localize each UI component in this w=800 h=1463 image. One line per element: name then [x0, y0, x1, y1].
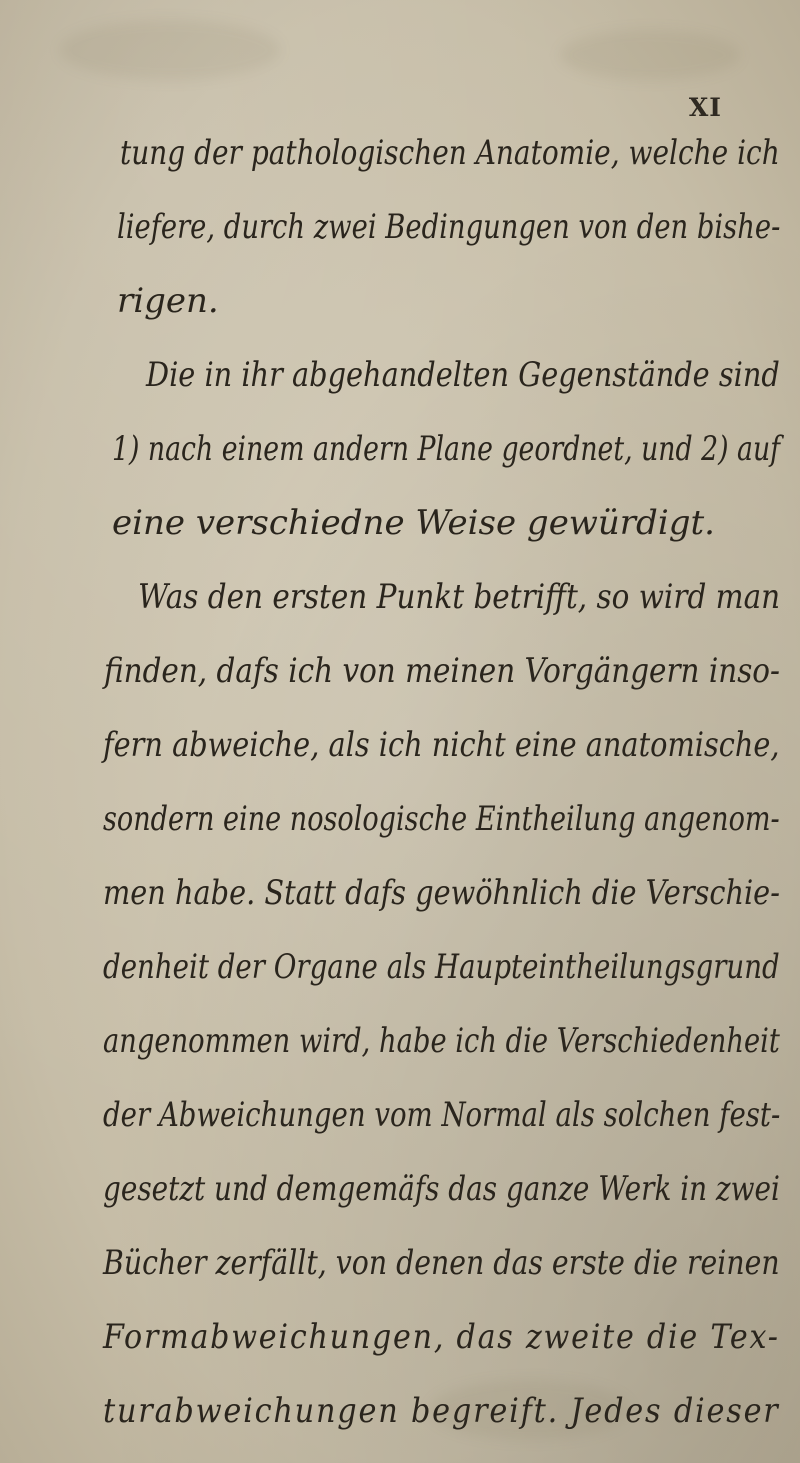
text-line: tung der pathologischen Anatomie, welche ich: [120, 133, 780, 173]
paper-stain: [60, 20, 280, 80]
text-line: denheit der Organe als Haupteintheilungsgrund: [103, 947, 780, 987]
text-line: Die in ihr abgehandelten Gegenstände sind: [146, 355, 780, 395]
text-line: Was den ersten Punkt betrifft, so wird man: [138, 577, 781, 617]
page-number: XI: [688, 93, 722, 122]
text-line: turabweichungen begreift. Jedes dieser: [103, 1391, 780, 1431]
text-line: eine verschiedne Weise gewürdigt.: [112, 503, 715, 543]
text-line: men habe. Statt dafs gewöhnlich die Verschie-: [103, 873, 780, 913]
text-line: rigen.: [117, 281, 219, 321]
text-line: der Abweichungen vom Normal als solchen fest-: [103, 1095, 781, 1135]
text-line: finden, dafs ich von meinen Vorgängern inso-: [104, 651, 780, 691]
text-line: sondern eine nosologische Eintheilung angenom-: [103, 799, 780, 839]
text-line: Formabweichungen, das zweite die Tex-: [103, 1317, 780, 1357]
text-line: fern abweiche, als ich nicht eine anatomische,: [103, 725, 780, 765]
text-line: 1) nach einem andern Plane geordnet, und 2) auf: [112, 429, 781, 469]
paper-stain: [560, 30, 740, 80]
text-line: Bücher zerfällt, von denen das erste die reinen: [103, 1243, 780, 1283]
text-line: liefere, durch zwei Bedingungen von den bishe-: [117, 207, 781, 247]
text-line: gesetzt und demgemäfs das ganze Werk in zwei: [103, 1169, 780, 1209]
text-line: angenommen wird, habe ich die Verschiedenheit: [103, 1021, 780, 1061]
